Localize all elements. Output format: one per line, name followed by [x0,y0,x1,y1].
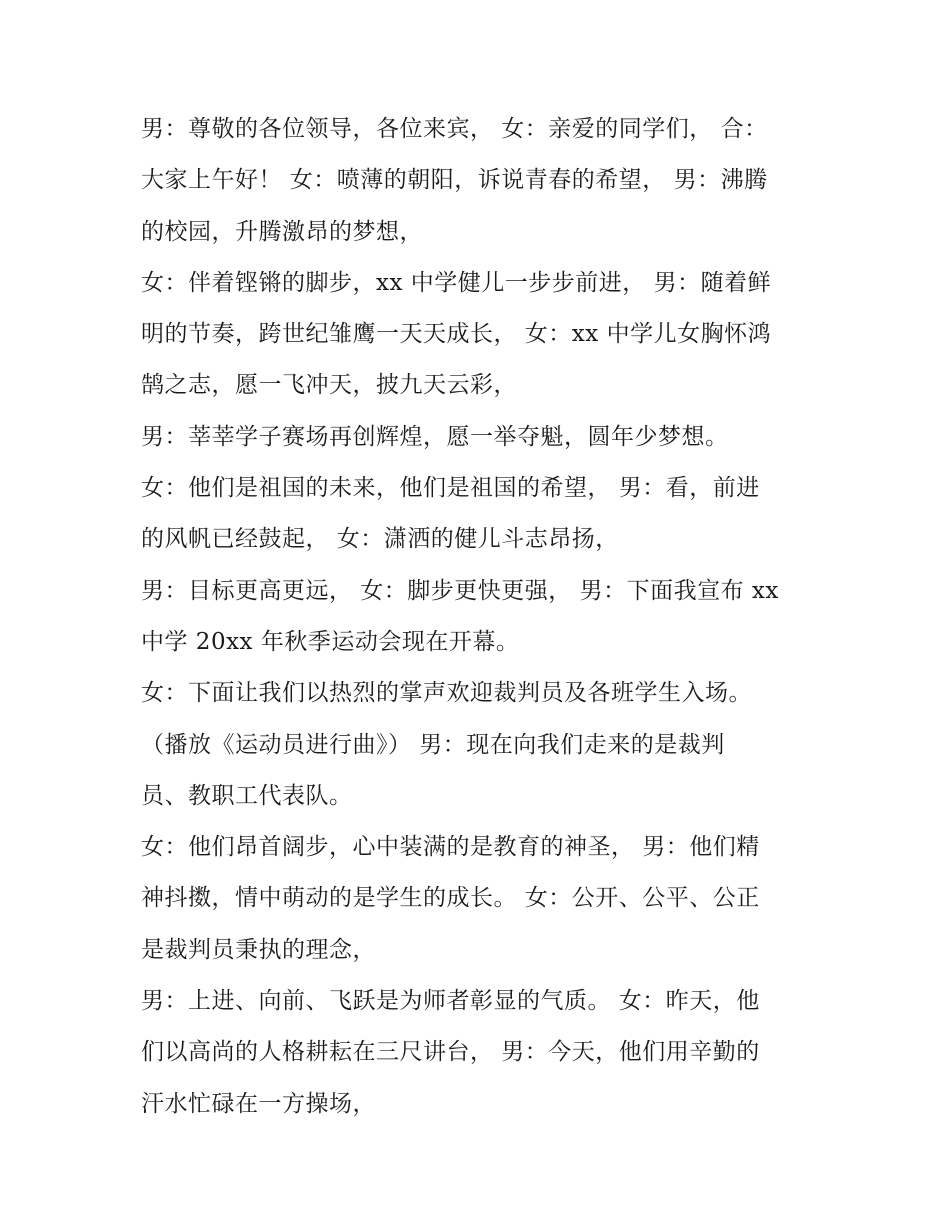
text-line: 汗水忙碌在一方操场， [141,1090,376,1117]
text-line: 的风帆已经鼓起， 女：潇洒的健儿斗志昂扬， [141,526,619,553]
text-line: 女：他们昂首阔步，心中装满的是教育的神圣， 男：他们精 [141,834,760,861]
text-line: 是裁判员秉执的理念， [141,936,376,963]
text-line: （播放《运动员进行曲》） 男：现在向我们走来的是裁判 [141,731,725,758]
speech-script-text [141,104,821,1130]
text-line: 的校园，升腾激昂的梦想， [141,218,423,245]
text-line: 男：目标更高更远， 女：脚步更快更强， 男：下面我宣布 xx [141,577,779,604]
text-line: 员、教职工代表队。 [141,782,353,809]
text-line: 女：下面让我们以热烈的掌声欢迎裁判员及各班学生入场。 [141,680,752,707]
text-line: 们以高尚的人格耕耘在三尺讲台， 男：今天，他们用辛勤的 [141,1039,760,1066]
text-line: 男：莘莘学子赛场再创辉煌，愿一举夺魁，圆年少梦想。 [141,423,729,450]
text-line: 中学 20xx 年秋季运动会现在开幕。 [141,628,520,655]
text-line: 男：尊敬的各位领导，各位来宾， 女：亲爱的同学们， 合： [141,116,768,142]
text-line: 大家上午好！ 女：喷薄的朝阳，诉说青春的希望， 男：沸腾 [141,167,768,194]
text-line: 女：他们是祖国的未来，他们是祖国的希望， 男：看，前进 [141,475,760,502]
text-line: 女：伴着铿锵的脚步，xx 中学健儿一步步前进， 男：随着鲜 [141,269,772,296]
text-line: 神抖擞，情中萌动的是学生的成长。 女：公开、公平、公正 [141,885,760,912]
text-line: 明的节奏，跨世纪雏鹰一天天成长， 女：xx 中学儿女胸怀鸿 [141,321,772,348]
text-line: 男：上进、向前、飞跃是为师者彰显的气质。 女：昨天，他 [141,988,760,1015]
text-line: 鹄之志，愿一飞冲天，披九天云彩， [141,372,517,399]
